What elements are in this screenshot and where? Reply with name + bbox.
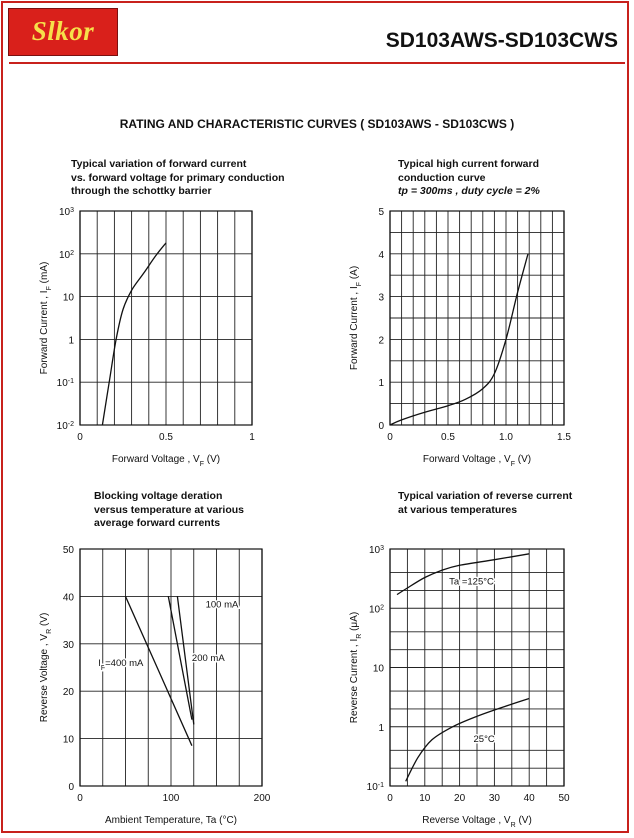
curve-label: Ta =125°C: [449, 576, 494, 588]
y-axis-label: Reverse Voltage , $V_R$ (V): [39, 612, 53, 723]
y-tick-label: $10^{-1}$: [366, 781, 384, 793]
x-tick-label: 200: [253, 793, 271, 804]
y-tick-label: $10^2$: [368, 603, 384, 616]
x-axis-label: Forward Voltage , $V_F$ (V): [422, 454, 532, 468]
y-tick-label: 0: [68, 782, 74, 793]
chart1-title-line: vs. forward voltage for primary conduction: [71, 171, 285, 184]
series-line: [102, 243, 166, 425]
x-tick-label: 30: [488, 793, 500, 804]
chart3-title-line: versus temperature at various: [94, 503, 244, 516]
y-tick-label: 4: [378, 249, 384, 261]
y-tick-label: 10: [62, 292, 74, 304]
curve-label: 100 mA: [205, 599, 239, 611]
curve-label: 200 mA: [191, 652, 225, 664]
chart1-title-line: through the schottky barrier: [71, 185, 212, 197]
y-tick-label: 10: [372, 663, 384, 675]
x-tick-label: 1: [249, 432, 255, 443]
chart4-title-line: at various temperatures: [398, 503, 518, 516]
x-tick-label: 0: [387, 793, 393, 804]
x-tick-label: 40: [523, 793, 535, 804]
chart3-title-line: average forward currents: [94, 517, 221, 529]
x-tick-label: 10: [419, 793, 431, 804]
brand-logo-text: Slkor: [31, 16, 95, 46]
x-axis-label: Reverse Voltage , $V_R$ (V): [422, 815, 532, 829]
x-axis-label: Forward Voltage , $V_F$ (V): [111, 454, 221, 468]
x-tick-label: 0: [77, 432, 83, 443]
x-tick-label: 1.5: [557, 432, 571, 443]
x-tick-label: 0: [77, 793, 83, 804]
forward-current-log-chart: [39, 207, 255, 468]
chart3-title-line: Blocking voltage deration: [94, 490, 223, 502]
x-tick-label: 20: [454, 793, 466, 804]
chart1-title-line: Typical variation of forward current: [71, 158, 247, 170]
y-tick-label: 10: [62, 734, 74, 746]
y-tick-label: $10^{-2}$: [56, 420, 74, 432]
y-tick-label: 20: [62, 687, 74, 699]
y-tick-label: $10^3$: [368, 544, 384, 556]
x-tick-label: 0.5: [159, 432, 173, 443]
y-tick-label: $10^2$: [58, 249, 74, 261]
curve-label: $I_F=400$ mA: [98, 658, 144, 672]
chart2-title-line: conduction curve: [398, 171, 486, 184]
chart2-title-line: Typical high current forward: [398, 158, 539, 170]
series-line: [397, 554, 529, 595]
y-tick-label: 50: [62, 545, 74, 556]
curve-label: 25°C: [473, 734, 495, 746]
x-tick-label: 100: [162, 793, 180, 804]
y-tick-label: 5: [378, 207, 384, 218]
blocking-voltage-deration-chart: [39, 545, 271, 826]
y-tick-label: $10^{-1}$: [56, 377, 74, 390]
y-tick-label: 1: [378, 722, 384, 734]
y-axis-label: Reverse Current , $I_R$ (μA): [349, 611, 363, 724]
x-tick-label: 0: [387, 432, 393, 443]
chart4-title-line: Typical variation of reverse current: [398, 490, 573, 502]
y-tick-label: 2: [378, 335, 384, 347]
chart2-title-condition: tp = 300ms , duty cycle = 2%: [398, 185, 540, 197]
y-tick-label: 1: [68, 335, 74, 347]
high-current-forward-chart: [349, 207, 571, 468]
x-tick-label: 1.0: [499, 432, 513, 443]
x-tick-label: 50: [558, 793, 570, 804]
part-number: SD103AWS-SD103CWS: [385, 29, 618, 52]
y-tick-label: 1: [378, 378, 384, 390]
y-axis-label: Forward Current , $I_F$ (A): [349, 265, 363, 371]
y-tick-label: 30: [62, 639, 74, 651]
x-axis-label: Ambient Temperature, Ta (°C): [104, 815, 238, 826]
y-tick-label: 0: [378, 421, 384, 432]
x-tick-label: 0.5: [441, 432, 455, 443]
y-tick-label: 3: [378, 292, 384, 304]
section-title: RATING AND CHARACTERISTIC CURVES ( SD103AWS - SD103CWS ): [119, 117, 515, 131]
reverse-current-chart: [349, 545, 570, 829]
y-tick-label: 40: [62, 592, 74, 604]
y-tick-label: $10^3$: [58, 206, 74, 218]
series-line: [406, 699, 530, 782]
y-axis-label: Forward Current , $I_F$ (mA): [39, 261, 53, 375]
